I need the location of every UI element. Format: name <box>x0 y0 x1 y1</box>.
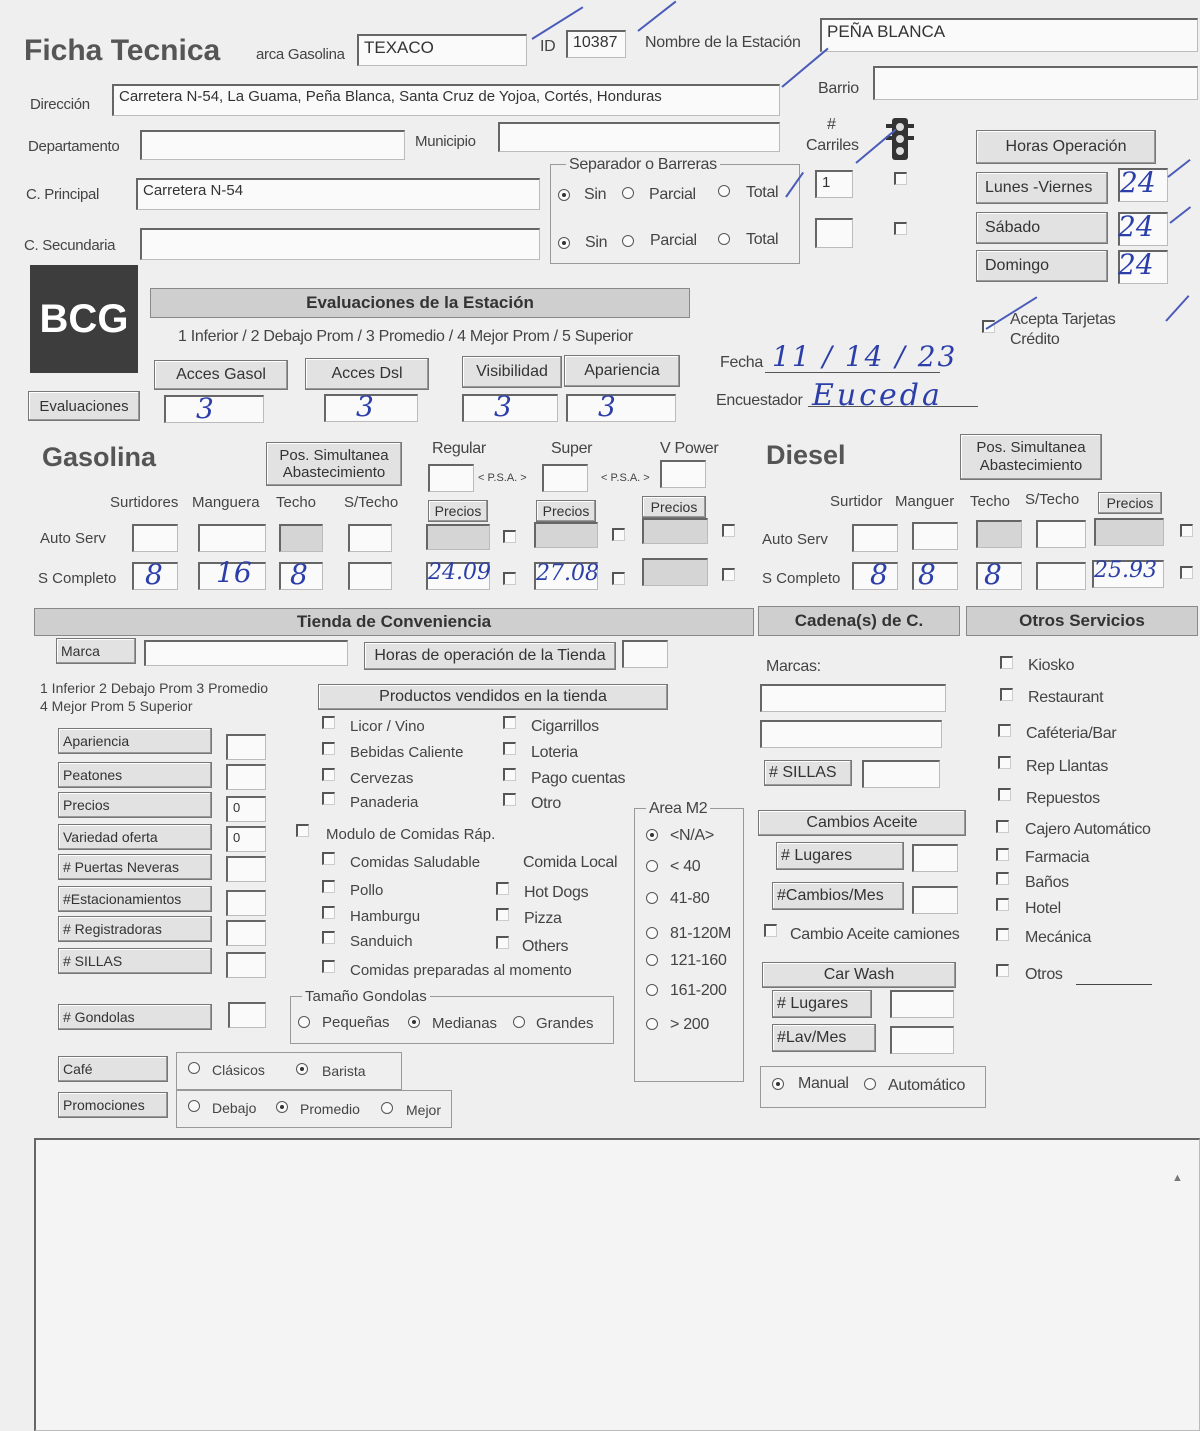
cafe-group <box>176 1052 402 1090</box>
otros-farmacia-checkbox[interactable] <box>996 848 1009 861</box>
sep1-total-radio[interactable] <box>718 185 730 197</box>
tienda-scale-1: 1 Inferior 2 Debajo Prom 3 Promedio <box>40 680 268 696</box>
tienda-registradoras-field[interactable] <box>226 920 266 946</box>
evaluaciones-row-label: Evaluaciones <box>28 391 140 421</box>
gas-sc-vpower-checkbox[interactable] <box>722 568 735 581</box>
comida-hotdogs-checkbox[interactable] <box>496 882 509 895</box>
comida-hotdogs-label: Hot Dogs <box>524 884 589 901</box>
prod-loteria-checkbox[interactable] <box>503 742 516 755</box>
comida-hamburgu-label: Hamburgu <box>350 908 421 925</box>
cambios-lugares-label: # Lugares <box>776 842 904 870</box>
vpower-psa-field[interactable] <box>660 460 706 488</box>
tamano-gondolas-title: Tamaño Gondolas <box>302 988 430 1005</box>
cw-lav-label: #Lav/Mes <box>772 1024 876 1052</box>
otros-cajero-label: Cajero Automático <box>1025 821 1151 838</box>
pen-mark-2 <box>637 1 676 32</box>
gas-col-techo: Techo <box>276 494 317 511</box>
gas-sc-super-checkbox[interactable] <box>612 572 625 585</box>
vpower-label: V Power <box>660 440 719 457</box>
cadena-title: Cadena(s) de C. <box>758 606 960 636</box>
acces-gasol-label: Acces Gasol <box>154 360 288 390</box>
encuestador-underline <box>808 406 978 407</box>
comida-local-label: Comida Local <box>523 854 618 871</box>
barrio-label: Barrio <box>818 80 859 97</box>
prod-cervezas-checkbox[interactable] <box>322 768 335 781</box>
area-121-160-radio[interactable] <box>646 954 658 966</box>
dsl-as-techo[interactable] <box>976 520 1022 548</box>
cadena-sillas-label: # SILLAS <box>764 760 852 786</box>
gas-as-precio-regular[interactable] <box>426 524 490 550</box>
prod-bebidas-checkbox[interactable] <box>322 742 335 755</box>
gas-sc-regular-checkbox[interactable] <box>503 572 516 585</box>
dsl-col-surtidor: Surtidor <box>830 493 883 510</box>
otros-repuestos-checkbox[interactable] <box>998 788 1011 801</box>
acces-dsl-value: 3 <box>356 390 374 423</box>
dsl-sc-precio-value: 25.93 <box>1094 558 1157 583</box>
gas-col-stecho: S/Techo <box>344 494 399 511</box>
separador-title: Separador o Barreras <box>566 156 720 174</box>
gas-as-manguera[interactable] <box>198 524 266 552</box>
comida-preparadas-label: Comidas preparadas al momento <box>350 962 572 979</box>
cafe-barista-radio[interactable] <box>296 1063 308 1075</box>
gas-as-regular-checkbox[interactable] <box>503 530 516 543</box>
regular-psa-field[interactable] <box>428 464 474 492</box>
cadena-marcas-label: Marcas: <box>766 658 821 675</box>
promo-promedio-radio[interactable] <box>276 1101 288 1113</box>
area-na-radio[interactable] <box>646 829 658 841</box>
dsl-col-stecho: S/Techo <box>1025 491 1080 508</box>
gas-precios-vpower-header: Precios <box>642 496 706 518</box>
sep1-parcial-label: Parcial <box>649 186 696 203</box>
tamano-grandes-radio[interactable] <box>513 1016 525 1028</box>
apariencia-value: 3 <box>598 390 616 423</box>
otros-repuestos-label: Repuestos <box>1026 790 1100 807</box>
dsl-as-manguer[interactable] <box>912 522 958 550</box>
apariencia-field[interactable] <box>566 394 676 422</box>
gas-sc-techo-value: 8 <box>290 558 308 591</box>
carriles-field-1[interactable]: 1 <box>815 170 853 198</box>
prod-panaderia-checkbox[interactable] <box>322 792 335 805</box>
psa-label-2: < P.S.A. > <box>601 472 650 484</box>
area-m2-group <box>634 808 744 1082</box>
prod-licor-label: Licor / Vino <box>350 718 425 735</box>
dsl-sc-manguer-value: 8 <box>918 558 936 591</box>
fecha-underline <box>765 372 940 373</box>
otros-otros-checkbox[interactable] <box>996 964 1009 977</box>
area-40-label: < 40 <box>670 858 701 875</box>
cafe-barista-label: Barista <box>322 1063 366 1079</box>
horas-domingo-label: Domingo <box>976 250 1108 282</box>
sep2-parcial-label: Parcial <box>650 232 697 249</box>
comida-pizza-label: Pizza <box>524 910 562 927</box>
dsl-col-techo: Techo <box>970 493 1011 510</box>
super-label: Super <box>551 440 593 457</box>
direccion-field[interactable]: Carretera N-54, La Guama, Peña Blanca, Santa Cruz de Yojoa, Cortés, Honduras <box>112 84 780 116</box>
otros-kiosko-checkbox[interactable] <box>1000 656 1013 669</box>
regular-label: Regular <box>432 440 486 457</box>
prod-cigarrillos-checkbox[interactable] <box>503 716 516 729</box>
promo-mejor-label: Mejor <box>406 1102 442 1118</box>
area-81-120-radio[interactable] <box>646 927 658 939</box>
area-200-radio[interactable] <box>646 1018 658 1030</box>
horas-domingo-value: 24 <box>1118 248 1154 281</box>
pen-mark-6 <box>1167 159 1190 178</box>
prod-pago-label: Pago cuentas <box>531 770 626 787</box>
dsl-s-completo-label: S Completo <box>762 570 841 587</box>
tienda-horas-label: Horas de operación de la Tienda <box>364 642 616 670</box>
carriles-label: Carriles <box>806 137 859 154</box>
dsl-sc-techo-value: 8 <box>984 558 1002 591</box>
tienda-gondolas-field[interactable] <box>228 1002 266 1028</box>
tamano-pequenas-radio[interactable] <box>298 1016 310 1028</box>
horas-sabado-value: 24 <box>1118 210 1154 243</box>
tamano-grandes-label: Grandes <box>536 1015 594 1032</box>
tienda-variedad-label: Variedad oferta <box>58 824 212 850</box>
sep2-sin-radio[interactable] <box>558 237 570 249</box>
pen-mark-8 <box>1165 295 1189 322</box>
nombre-estacion-field[interactable]: PEÑA BLANCA <box>820 18 1198 52</box>
dsl-as-surtidor[interactable] <box>852 524 898 552</box>
prod-licor-checkbox[interactable] <box>322 716 335 729</box>
gas-as-stecho[interactable] <box>348 524 392 552</box>
horas-lunes-value: 24 <box>1120 166 1156 199</box>
tienda-variedad-field[interactable]: 0 <box>226 826 266 852</box>
cambios-lugares-field[interactable] <box>912 844 958 872</box>
gas-as-precio-super[interactable] <box>534 522 598 548</box>
tienda-sillas-field[interactable] <box>226 952 266 978</box>
encuestador-value: Euceda <box>812 378 943 413</box>
dsl-sc-stecho[interactable] <box>1036 562 1086 590</box>
comida-pizza-checkbox[interactable] <box>496 908 509 921</box>
c-secundaria-field[interactable] <box>140 228 540 260</box>
tienda-peatones-field[interactable] <box>226 764 266 790</box>
cambio-camiones-checkbox[interactable] <box>764 924 777 937</box>
super-psa-field[interactable] <box>542 464 588 492</box>
otros-title: Otros Servicios <box>966 606 1198 636</box>
cafe-label: Café <box>58 1056 168 1082</box>
carriles-field-2[interactable] <box>815 218 853 248</box>
prod-panaderia-label: Panaderia <box>350 794 419 811</box>
modulo-comidas-label: Modulo de Comidas Ráp. <box>326 826 496 843</box>
otros-hotel-checkbox[interactable] <box>996 898 1009 911</box>
gas-sc-surtidores-value: 8 <box>145 558 163 591</box>
comida-others-label: Others <box>522 938 569 955</box>
tienda-scale-2: 4 Mejor Prom 5 Superior <box>40 698 193 714</box>
page-title: Ficha Tecnica <box>24 34 221 67</box>
comida-sanduich-label: Sanduich <box>350 933 413 950</box>
tarjetas-label: Acepta Tarjetas Crédito <box>1010 311 1116 348</box>
otros-otros-label: Otros <box>1025 966 1063 983</box>
acces-gasol-value: 3 <box>196 392 214 425</box>
tienda-estacionamientos-field[interactable] <box>226 890 266 916</box>
sep2-parcial-radio[interactable] <box>622 235 634 247</box>
prod-cervezas-label: Cervezas <box>350 770 414 787</box>
gas-as-vpower-checkbox[interactable] <box>722 524 735 537</box>
fecha-label: Fecha <box>720 354 763 371</box>
gas-auto-serv-label: Auto Serv <box>40 530 106 547</box>
notes-scroll-up-icon[interactable]: ▲ <box>1172 1172 1183 1184</box>
tienda-puertas-label: # Puertas Neveras <box>58 854 212 880</box>
gasolina-pos-simultanea: Pos. Simultanea Abastecimiento <box>266 442 402 486</box>
tienda-precios-field[interactable]: 0 <box>226 796 266 822</box>
carriles-hash: # <box>827 116 836 133</box>
tienda-registradoras-label: # Registradoras <box>58 916 212 942</box>
traffic-light-icon <box>885 118 915 162</box>
tienda-title: Tienda de Conveniencia <box>34 608 754 636</box>
promociones-label: Promociones <box>58 1092 168 1118</box>
cw-automatico-radio[interactable] <box>864 1078 876 1090</box>
nombre-estacion-label: Nombre de la Estación <box>645 34 801 51</box>
otros-llantas-checkbox[interactable] <box>998 756 1011 769</box>
gas-sc-precio-regular-value: 24.09 <box>428 560 491 585</box>
prod-cigarrillos-label: Cigarrillos <box>531 718 599 735</box>
cambios-mes-field[interactable] <box>912 886 958 914</box>
marca-gasolina-field[interactable]: TEXACO <box>357 34 527 66</box>
prod-loteria-label: Loteria <box>531 744 578 761</box>
horas-lunes-label: Lunes -Viernes <box>976 172 1108 204</box>
area-41-80-label: 41-80 <box>670 890 710 907</box>
tienda-puertas-field[interactable] <box>226 856 266 882</box>
sep1-sin-label: Sin <box>584 186 607 203</box>
c-secundaria-label: C. Secundaria <box>24 237 116 254</box>
visibilidad-label: Visibilidad <box>462 356 562 388</box>
otros-banos-label: Baños <box>1025 874 1069 891</box>
tienda-marca-label: Marca <box>56 638 136 664</box>
area-40-radio[interactable] <box>646 860 658 872</box>
dsl-sc-surtidor-value: 8 <box>870 558 888 591</box>
cw-lugares-label: # Lugares <box>772 990 872 1018</box>
comida-saludable-checkbox[interactable] <box>322 852 335 865</box>
barrio-field[interactable] <box>873 66 1198 100</box>
apariencia-label: Apariencia <box>564 355 680 387</box>
tamano-medianas-radio[interactable] <box>408 1016 420 1028</box>
sep2-total-label: Total <box>746 231 779 248</box>
otros-cafeteria-checkbox[interactable] <box>998 724 1011 737</box>
cadena-sillas-field[interactable] <box>862 760 940 788</box>
gas-as-surtidores[interactable] <box>132 524 178 552</box>
gas-col-manguera: Manguera <box>192 494 260 511</box>
psa-label-1: < P.S.A. > <box>478 472 527 484</box>
dsl-sc-checkbox[interactable] <box>1180 566 1193 579</box>
cw-automatico-label: Automático <box>888 1077 966 1094</box>
otros-otros-line <box>1076 984 1152 985</box>
gas-sc-stecho[interactable] <box>348 562 392 590</box>
gas-sc-precio-vpower[interactable] <box>642 558 708 586</box>
promo-promedio-label: Promedio <box>300 1101 360 1117</box>
municipio-field[interactable] <box>498 122 780 152</box>
otros-mecanica-label: Mecánica <box>1025 929 1092 946</box>
area-200-label: > 200 <box>670 1016 709 1033</box>
promo-mejor-radio[interactable] <box>381 1102 393 1114</box>
cw-lav-field[interactable] <box>890 1026 954 1054</box>
sep1-total-label: Total <box>746 184 779 201</box>
promo-debajo-radio[interactable] <box>188 1100 200 1112</box>
comida-sanduich-checkbox[interactable] <box>322 931 335 944</box>
municipio-label: Municipio <box>415 133 476 150</box>
c-principal-label: C. Principal <box>26 186 100 203</box>
sep1-parcial-radio[interactable] <box>622 187 634 199</box>
area-161-200-radio[interactable] <box>646 984 658 996</box>
tienda-horas-field[interactable] <box>622 640 668 668</box>
area-161-200-label: 161-200 <box>670 982 727 999</box>
tienda-apariencia-label: Apariencia <box>58 728 212 754</box>
sep2-total-radio[interactable] <box>718 233 730 245</box>
sep2-sin-label: Sin <box>585 234 608 251</box>
evaluaciones-scale: 1 Inferior / 2 Debajo Prom / 3 Promedio / 4 Mejor Prom / 5 Superior <box>178 328 633 345</box>
otros-cafeteria-label: Caféteria/Bar <box>1026 725 1117 742</box>
gas-sc-precio-super-value: 27.08 <box>536 561 599 586</box>
otros-restaurant-checkbox[interactable] <box>1000 688 1013 701</box>
cw-manual-radio[interactable] <box>772 1078 784 1090</box>
cadena-marca-field-1[interactable] <box>760 684 946 712</box>
diesel-pos-simultanea: Pos. Simultanea Abastecimiento <box>960 434 1102 480</box>
departamento-label: Departamento <box>28 138 120 155</box>
dsl-as-precio[interactable] <box>1094 518 1164 546</box>
departamento-field[interactable] <box>140 130 405 160</box>
prod-bebidas-label: Bebidas Caliente <box>350 744 464 761</box>
modulo-comidas-checkbox[interactable] <box>296 824 309 837</box>
gas-as-super-checkbox[interactable] <box>612 528 625 541</box>
gas-s-completo-label: S Completo <box>38 570 117 587</box>
encuestador-label: Encuestador <box>716 392 803 409</box>
comida-saludable-label: Comidas Saludable <box>350 854 481 871</box>
notes-textarea[interactable] <box>34 1138 1200 1431</box>
fecha-value: 11 / 14 / 23 <box>772 340 958 373</box>
sep1-sin-radio[interactable] <box>558 189 570 201</box>
comida-pollo-checkbox[interactable] <box>322 880 335 893</box>
tienda-sillas-label: # SILLAS <box>58 948 212 974</box>
cambio-camiones-label: Cambio Aceite camiones <box>790 926 960 943</box>
productos-title: Productos vendidos en la tienda <box>318 684 668 710</box>
tienda-peatones-label: Peatones <box>58 762 212 788</box>
area-81-120-label: 81-120M <box>670 925 732 942</box>
otros-llantas-label: Rep Llantas <box>1026 758 1109 775</box>
area-41-80-radio[interactable] <box>646 892 658 904</box>
gasolina-title: Gasolina <box>42 442 157 472</box>
direccion-label: Dirección <box>30 96 90 113</box>
dsl-precios-header: Precios <box>1098 492 1162 514</box>
car-wash-title: Car Wash <box>762 962 956 988</box>
comida-preparadas-checkbox[interactable] <box>322 960 335 973</box>
gas-as-precio-vpower[interactable] <box>642 518 708 544</box>
prod-otro-label: Otro <box>531 795 561 812</box>
acces-gasol-field[interactable] <box>164 395 264 423</box>
cw-lugares-field[interactable] <box>890 990 954 1018</box>
tienda-gondolas-label: # Gondolas <box>58 1004 212 1030</box>
tamano-pequenas-label: Pequeñas <box>322 1014 390 1031</box>
dsl-auto-serv-label: Auto Serv <box>762 531 828 548</box>
prod-pago-checkbox[interactable] <box>503 768 516 781</box>
promo-debajo-label: Debajo <box>212 1100 257 1116</box>
otros-mecanica-checkbox[interactable] <box>996 928 1009 941</box>
pen-mark-7 <box>1169 206 1191 224</box>
dsl-as-stecho[interactable] <box>1036 520 1086 548</box>
dsl-as-checkbox[interactable] <box>1180 524 1193 537</box>
otros-farmacia-label: Farmacia <box>1025 849 1090 866</box>
comida-others-checkbox[interactable] <box>496 936 509 949</box>
area-m2-title: Area M2 <box>646 800 710 818</box>
visibilidad-value: 3 <box>494 390 512 423</box>
cadena-marca-field-2[interactable] <box>760 720 942 748</box>
otros-banos-checkbox[interactable] <box>996 872 1009 885</box>
otros-cajero-checkbox[interactable] <box>996 820 1009 833</box>
comida-hamburgu-checkbox[interactable] <box>322 906 335 919</box>
semaforo-checkbox-1[interactable] <box>894 172 907 185</box>
c-principal-field[interactable]: Carretera N-54 <box>136 178 540 210</box>
semaforo-checkbox-2[interactable] <box>894 222 907 235</box>
gas-precios-regular-header: Precios <box>428 500 488 522</box>
tienda-estacionamientos-label: #Estacionamientos <box>58 886 212 912</box>
cafe-clasicos-radio[interactable] <box>188 1062 200 1074</box>
diesel-title: Diesel <box>766 440 846 470</box>
tienda-precios-label: Precios <box>58 792 212 818</box>
tamano-medianas-label: Medianas <box>432 1015 498 1032</box>
cambios-aceite-title: Cambios Aceite <box>758 810 966 836</box>
dsl-col-manguer: Manguer <box>895 493 955 510</box>
cambios-mes-label: #Cambios/Mes <box>772 882 904 910</box>
id-label: ID <box>540 38 556 55</box>
marca-gasolina-label: arca Gasolina <box>256 46 345 63</box>
prod-otro-checkbox[interactable] <box>503 793 516 806</box>
bcg-logo <box>30 265 138 373</box>
otros-kiosko-label: Kiosko <box>1028 657 1075 674</box>
gas-sc-manguera-value: 16 <box>216 556 252 589</box>
cafe-clasicos-label: Clásicos <box>212 1062 265 1078</box>
gas-col-surtidores: Surtidores <box>110 494 179 511</box>
tienda-marca-field[interactable] <box>144 640 348 666</box>
bcg-logo-text: BCG <box>39 296 129 341</box>
id-field[interactable]: 10387 <box>566 30 626 58</box>
horas-operacion-title: Horas Operación <box>976 130 1156 164</box>
comida-pollo-label: Pollo <box>350 882 384 899</box>
tienda-apariencia-field[interactable] <box>226 734 266 760</box>
gas-as-techo[interactable] <box>279 524 323 552</box>
evaluaciones-title: Evaluaciones de la Estación <box>150 288 690 318</box>
cw-manual-label: Manual <box>798 1075 849 1092</box>
area-121-160-label: 121-160 <box>670 952 727 969</box>
area-na-label: <N/A> <box>670 827 714 844</box>
acces-dsl-label: Acces Dsl <box>305 358 429 390</box>
otros-hotel-label: Hotel <box>1025 900 1061 917</box>
otros-restaurant-label: Restaurant <box>1028 689 1104 706</box>
gas-precios-super-header: Precios <box>536 500 596 522</box>
horas-sabado-label: Sábado <box>976 212 1108 244</box>
